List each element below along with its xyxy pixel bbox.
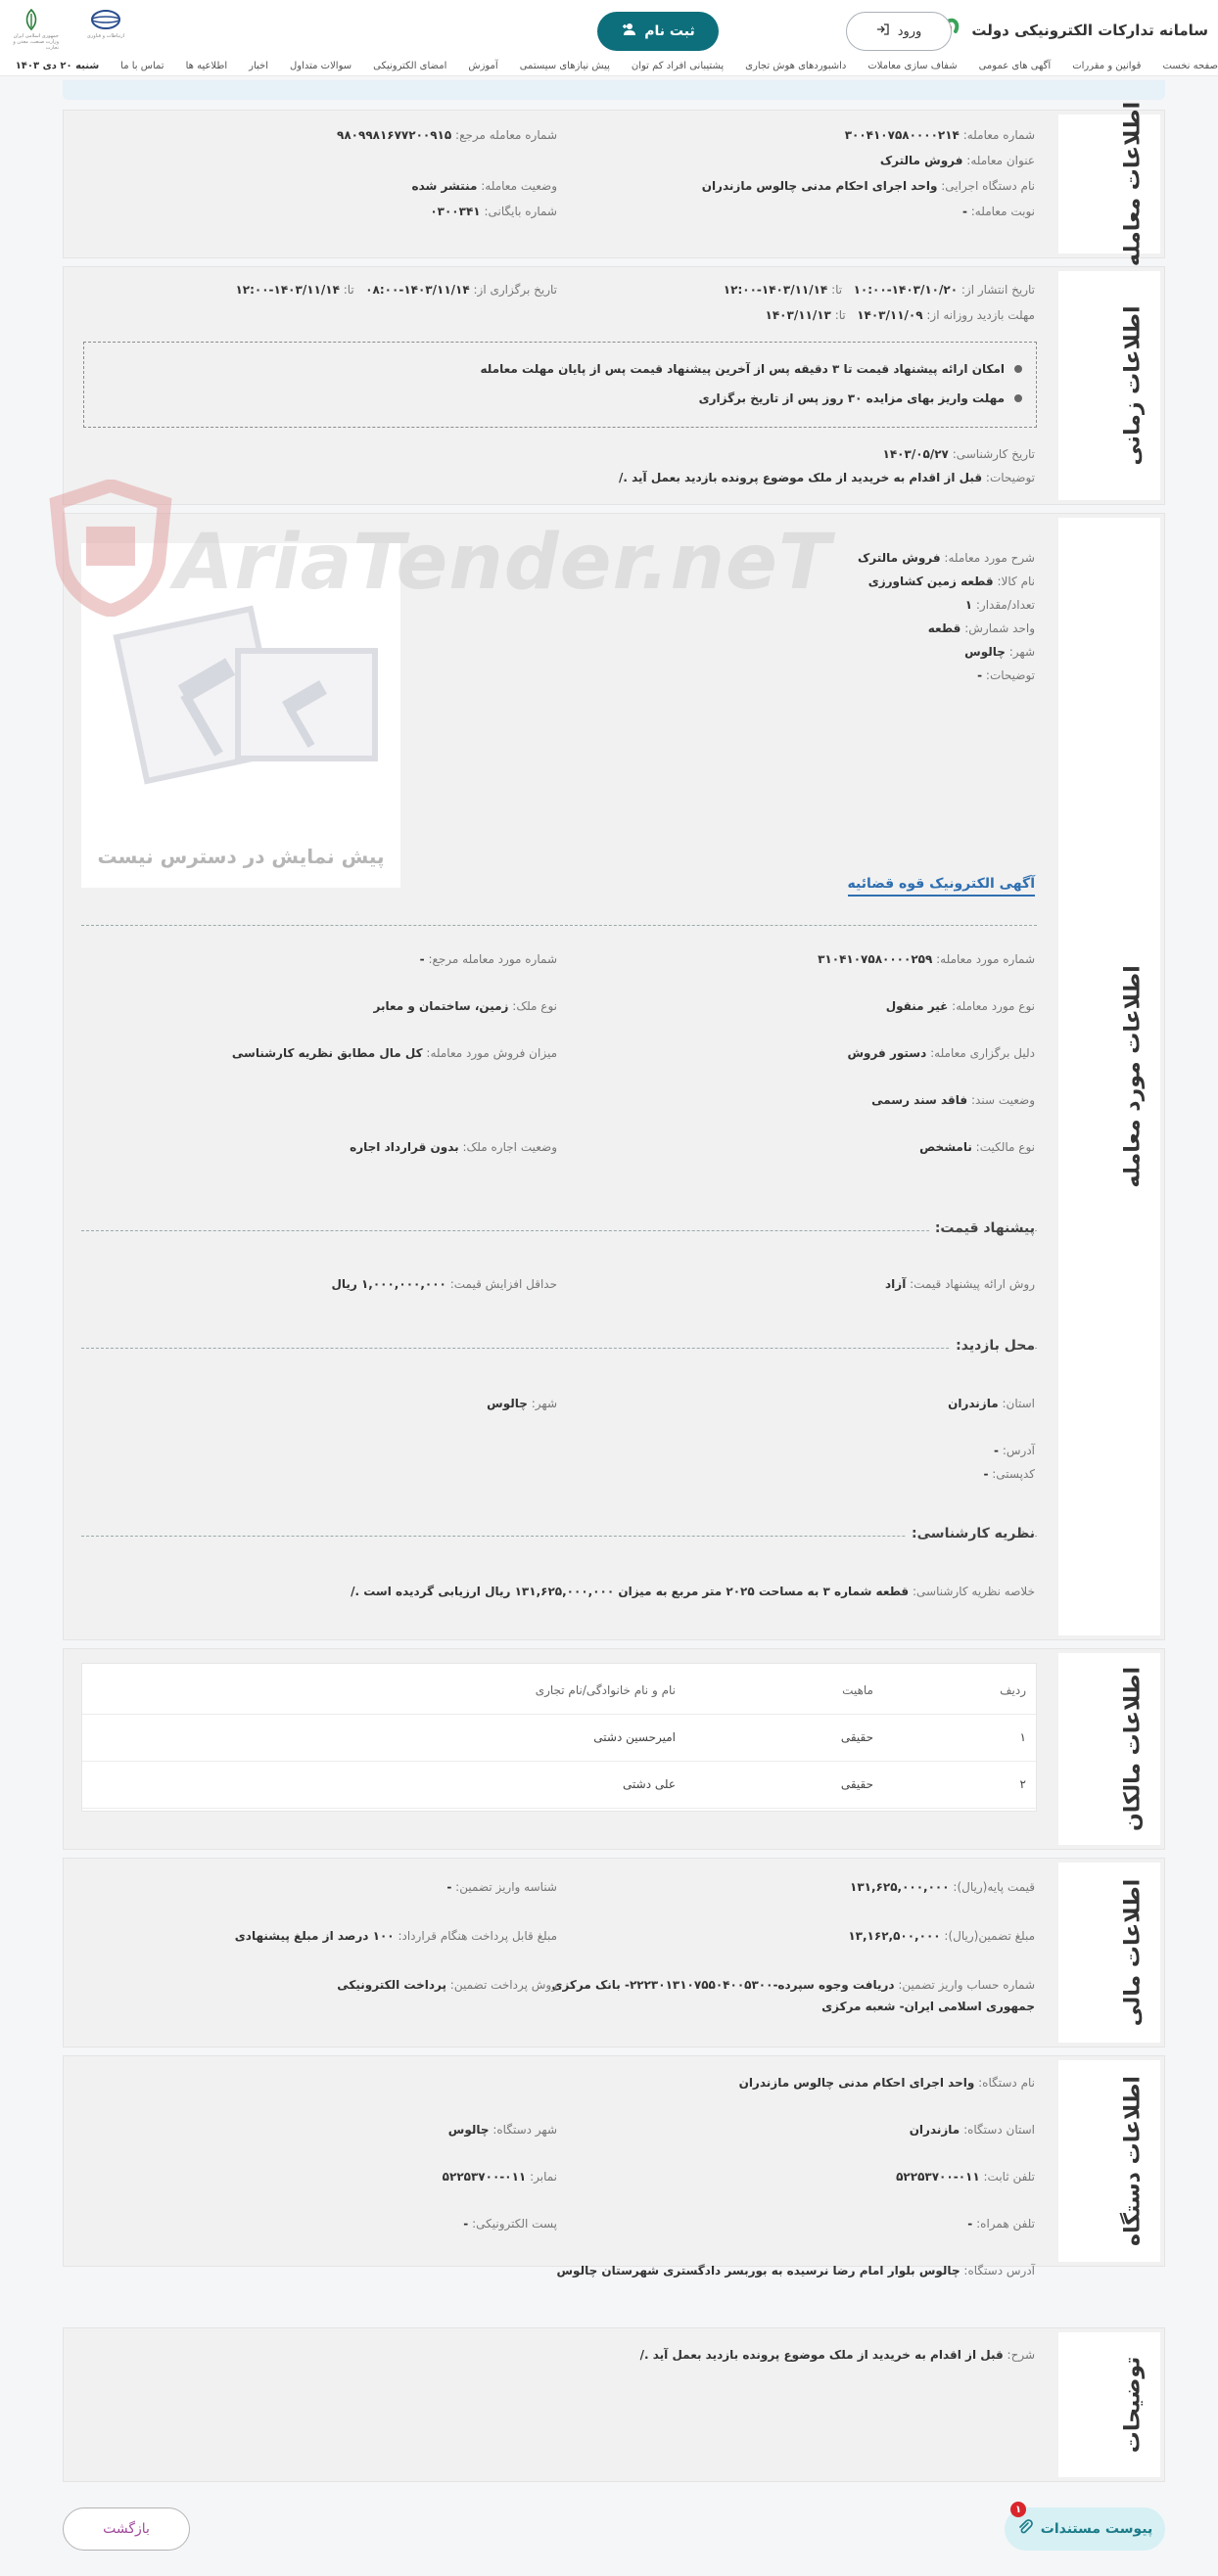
guarantee-account: شماره حساب واریز تضمین: دریافت وجوه سپرده-۲۲۲۳۰۱۳۱۰۷۵۵۰۴۰۰۵۳۰۰- بانک مرکزی xyxy=(551,1978,1035,1992)
publish-date: تاریخ انتشار از: ۱۴۰۳/۱۰/۲۰-۱۰:۰۰ تا: ۱۴۰۳/۱۱/۱۴-۱۲:۰۰ xyxy=(723,283,1035,297)
deal-status: وضعیت معامله: منتشر شده xyxy=(411,179,557,193)
login-label: ورود xyxy=(897,23,922,39)
nav-item[interactable]: سوالات متداول xyxy=(290,61,352,71)
section-side: اطلاعات مالکان xyxy=(1054,1649,1164,1849)
org-name: نام دستگاه: واحد اجرای احکام مدنی چالوس مازندران xyxy=(738,2076,1035,2090)
notice-item: امکان ارائه پیشنهاد قیمت تا ۳ دقیقه پس از آخرین پیشنهاد قیمت پس از پایان مهلت معامله xyxy=(481,362,1022,376)
archive-number: شماره بایگانی: ۰۳۰۰۳۴۱ xyxy=(430,205,557,218)
login-button[interactable] xyxy=(846,12,952,51)
guarantee-amount: مبلغ تضمین(ریال): ۱۳,۱۶۲,۵۰۰,۰۰۰ xyxy=(848,1929,1035,1943)
register-label: ثبت نام xyxy=(644,23,695,39)
login-icon xyxy=(876,23,890,40)
ict-logo xyxy=(78,8,133,51)
org-address: آدرس دستگاه: چالوس بلوار امام رضا نرسیده به بوربسر دادگستری شهرستان چالوس xyxy=(556,2264,1035,2277)
notes-text: شرح: قبل از اقدام به خریدید از ملک موضوع پرونده بازدید بعمل آید ./ xyxy=(639,2348,1035,2362)
contract-payment: مبلغ قابل پرداخت هنگام قرارداد: ۱۰۰ درصد از مبلغ پیشنهادی xyxy=(234,1929,557,1943)
section-side: اطلاعات دستگاه xyxy=(1054,2056,1164,2266)
nav-item[interactable]: آموزش xyxy=(468,61,498,71)
guarantee-account-line2: جمهوری اسلامی ایران- شعبه مرکزی xyxy=(821,2000,1035,2013)
section-side: اطلاعات معامله xyxy=(1054,111,1164,257)
owners-section xyxy=(63,1648,1165,1850)
table-header-row xyxy=(82,1664,1036,1715)
divider xyxy=(81,925,1037,926)
offer-method: روش ارائه پیشنهاد قیمت: آزاد xyxy=(885,1277,1035,1291)
unit: واحد شمارش: قطعه xyxy=(927,621,1035,635)
org-province: استان دستگاه: مازندران xyxy=(909,2123,1035,2137)
paperclip-icon xyxy=(1017,2519,1033,2539)
bullet-icon xyxy=(1014,394,1022,402)
nav-item[interactable]: اخبار xyxy=(249,61,268,71)
judiciary-ad-link[interactable]: آگهی الکترونیک قوه قضائیه xyxy=(848,876,1036,897)
image-preview xyxy=(81,543,400,888)
hold-date: تاریخ برگزاری از: ۱۴۰۳/۱۱/۱۴-۰۸:۰۰ تا: ۱۴۰۳/۱۱/۱۴-۱۲:۰۰ xyxy=(235,283,557,297)
divider xyxy=(81,1348,1037,1349)
section-side: اطلاعات مالی xyxy=(1054,1859,1164,2047)
divider xyxy=(81,1230,1037,1231)
ref-item-number: شماره مورد معامله مرجع: - xyxy=(419,952,557,966)
back-button[interactable]: بازگشت xyxy=(63,2507,190,2551)
finance-section xyxy=(63,1858,1165,2047)
ministry-caption: جمهوری اسلامی ایران وزارت صنعت، معدن و تجارت xyxy=(13,33,59,51)
time-info-section xyxy=(63,266,1165,505)
org-fax: نمابر: ۰۱۱-۵۲۲۵۳۷۰۰ xyxy=(442,2170,557,2184)
top-strip xyxy=(63,80,1165,100)
attachments-label: پیوست مستندات xyxy=(1040,2521,1153,2537)
item-info-section xyxy=(63,513,1165,1640)
lease-status: وضعیت اجاره ملک: بدون قرارداد اجاره xyxy=(350,1140,557,1154)
row-type: حقیقی xyxy=(840,1730,873,1744)
owners-table xyxy=(81,1663,1037,1812)
header-cell: ماهیت xyxy=(842,1683,873,1697)
price-offer-heading: پیشنهاد قیمت: xyxy=(929,1220,1035,1236)
nav-item[interactable]: تماس با ما xyxy=(120,61,164,71)
expert-heading: نظریه کارشناسی: xyxy=(906,1526,1035,1541)
brand[interactable] xyxy=(924,14,1208,47)
nav-item[interactable]: اطلاعیه ها xyxy=(185,61,228,71)
section-side: توضیحات xyxy=(1054,2328,1164,2481)
site-title: سامانه تدارکات الکترونیکی دولت xyxy=(971,22,1208,39)
deal-turn: نوبت معامله: - xyxy=(961,205,1035,218)
bullet-icon xyxy=(1014,365,1022,373)
gov-logos xyxy=(4,8,133,51)
ict-globe-icon xyxy=(89,8,122,31)
visit-address: آدرس: - xyxy=(994,1444,1035,1457)
ministry-logo xyxy=(4,8,59,51)
header-cell: نام و نام خانوادگی/نام تجاری xyxy=(535,1683,676,1697)
visit-province: استان: مازندران xyxy=(948,1397,1035,1410)
nav-item[interactable]: امضای الکترونیکی xyxy=(373,61,447,71)
org-city: شهر دستگاه: چالوس xyxy=(447,2123,557,2137)
org-section xyxy=(63,2055,1165,2277)
visit-place-heading: محل بازدید: xyxy=(950,1338,1035,1354)
item-city: شهر: چالوس xyxy=(964,645,1035,659)
nav-item[interactable]: پشتیبانی افراد کم توان xyxy=(631,61,725,71)
row-owner: علی دشتی xyxy=(623,1777,676,1791)
item-notes: توضیحات: - xyxy=(977,668,1035,682)
nav-item[interactable]: شفاف سازی معاملات xyxy=(867,61,958,71)
attachments-button[interactable] xyxy=(1005,2504,1165,2551)
visit-postal-code: کدپستی: - xyxy=(983,1467,1035,1481)
payment-method: روش پرداخت تضمین: پرداخت الکترونیکی xyxy=(337,1978,557,1992)
header-cell: ردیف xyxy=(1000,1683,1026,1697)
goods-name: نام کالا: قطعه زمین کشاورزی xyxy=(867,575,1035,588)
ownership-type: نوع مالکیت: نامشخص xyxy=(919,1140,1035,1154)
expert-summary: خلاصه نظریه کارشناسی: قطعه شماره ۳ به مساحت ۲۰۲۵ متر مربع به میزان ۱۳۱,۶۲۵,۰۰۰,۰۰۰ ریال ارزیابی گردیده است ./ xyxy=(351,1585,1035,1598)
nav-item[interactable]: داشبوردهای هوش تجاری xyxy=(745,61,847,71)
nav-item[interactable]: صفحه نخست xyxy=(1162,61,1218,71)
expert-date: تاریخ کارشناسی: ۱۴۰۳/۰۵/۲۷ xyxy=(882,447,1035,461)
nav-item[interactable]: پیش نیازهای سیستمی xyxy=(519,61,610,71)
min-increase: حداقل افزایش قیمت: ۱,۰۰۰,۰۰۰,۰۰۰ ریال xyxy=(331,1277,557,1291)
org-phone: تلفن ثابت: ۰۱۱-۵۲۲۵۳۷۰۰ xyxy=(896,2170,1035,2184)
attachment-count-badge: ۱ xyxy=(1010,2502,1026,2517)
time-description: توضیحات: قبل از اقدام به خریدید از ملک موضوع پرونده بازدید بعمل آید ./ xyxy=(618,471,1035,484)
deal-info-section xyxy=(63,101,1165,267)
item-description: شرح مورد معامله: فروش مالترک xyxy=(857,551,1035,565)
executor-name: نام دستگاه اجرایی: واحد اجرای احکام مدنی چالوس مازندران xyxy=(701,179,1035,193)
doc-status: وضعیت سند: فاقد سند رسمی xyxy=(871,1093,1035,1107)
sale-amount: میزان فروش مورد معامله: کل مال مطابق نظریه کارشناسی xyxy=(231,1046,557,1060)
auction-gavel-icon xyxy=(81,543,400,798)
deal-subject: عنوان معامله: فروش مالترک xyxy=(879,154,1035,167)
quantity: تعداد/مقدار: ۱ xyxy=(964,598,1035,612)
item-type: نوع مورد معامله: غیر منقول xyxy=(885,999,1035,1013)
property-type: نوع ملک: زمین، ساختمان و معابر xyxy=(373,999,557,1013)
nav-item[interactable]: آگهی های عمومی xyxy=(978,61,1052,71)
iran-emblem-icon xyxy=(20,8,43,31)
section-side: اطلاعات زمانی xyxy=(1054,267,1164,504)
table-row xyxy=(82,1715,1036,1762)
divider xyxy=(81,1536,1037,1537)
section-side: اطلاعات مورد معامله xyxy=(1054,514,1164,1639)
base-price: قیمت پایه(ریال): ۱۳۱,۶۲۵,۰۰۰,۰۰۰ xyxy=(850,1880,1035,1894)
table-row xyxy=(82,1762,1036,1809)
row-owner: امیرحسین دشتی xyxy=(593,1730,676,1744)
item-number: شماره مورد معامله: ۳۱۰۴۱۰۷۵۸۰۰۰۰۲۵۹ xyxy=(818,952,1035,966)
main-nav xyxy=(0,57,1218,76)
top-bar xyxy=(0,0,1218,59)
deposit-id: شناسه واریز تضمین: - xyxy=(446,1880,557,1894)
user-plus-icon xyxy=(621,23,636,40)
nav-item[interactable]: قوانین و مقررات xyxy=(1072,61,1142,71)
register-button[interactable] xyxy=(597,12,719,51)
preview-unavailable-text: پیش نمایش در دسترس نیست xyxy=(97,845,385,868)
notes-section xyxy=(63,2327,1165,2482)
notice-box xyxy=(83,342,1037,428)
watermark-text: AriaTender.neT xyxy=(174,519,832,607)
nav-date: شنبه ۲۰ دی ۱۴۰۳ xyxy=(15,61,100,71)
deal-number: شماره معامله: ۳۰۰۴۱۰۷۵۸۰۰۰۰۲۱۴ xyxy=(844,128,1035,142)
row-index: ۲ xyxy=(1019,1777,1026,1791)
notice-item: مهلت واریز بهای مزایده ۳۰ روز پس از تاریخ برگزاری xyxy=(699,391,1022,405)
ref-deal-number: شماره معامله مرجع: ۹۸۰۹۹۸۱۶۷۷۲۰۰۹۱۵ xyxy=(337,128,557,142)
visit-period: مهلت بازدید روزانه از: ۱۴۰۳/۱۱/۰۹ تا: ۱۴۰۳/۱۱/۱۳ xyxy=(765,308,1035,322)
row-index: ۱ xyxy=(1019,1730,1026,1744)
org-email: پست الکترونیکی: - xyxy=(463,2217,557,2231)
holding-reason: دلیل برگزاری معامله: دستور فروش xyxy=(847,1046,1035,1060)
org-mobile: تلفن همراه: - xyxy=(967,2217,1035,2231)
visit-city: شهر: چالوس xyxy=(487,1397,557,1410)
ict-caption: ارتباطات و فناوری xyxy=(86,33,125,39)
row-type: حقیقی xyxy=(840,1777,873,1791)
